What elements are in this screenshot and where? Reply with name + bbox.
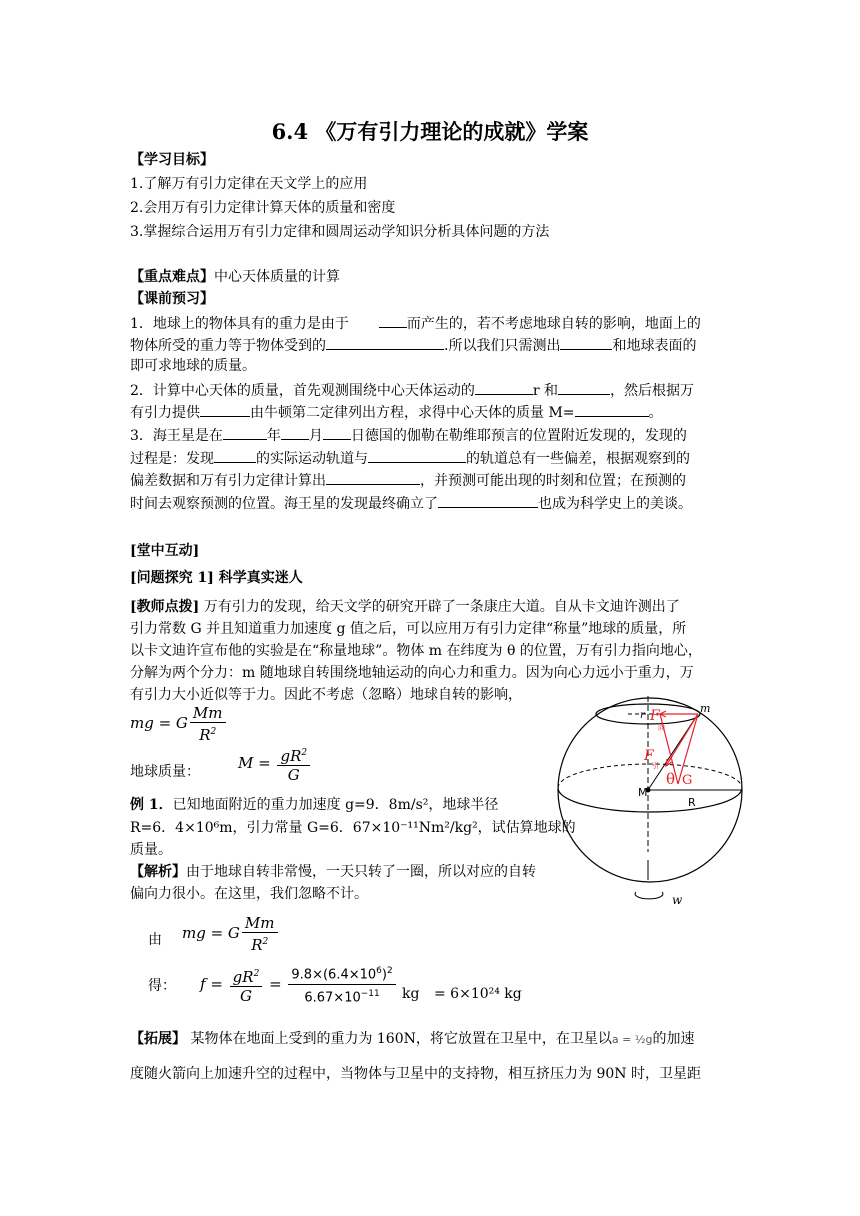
unit-kg: kg xyxy=(402,986,420,1002)
teacher-line: 以卡文迪许宣布他的实验是在“称量地球”。物体 m 在纬度为 θ 的位置，万有引力指向地心， xyxy=(130,643,702,659)
earth-mass-label: 地球质量： xyxy=(130,764,200,780)
goals-heading: 【学习目标】 xyxy=(130,152,214,168)
label-theta: θ xyxy=(666,770,676,788)
accel-formula: a = ½g xyxy=(611,1033,653,1046)
example-line: 质量。 xyxy=(130,842,172,858)
preview-q2-line1: 2．计算中心天体的质量，首先观测围绕中心天体运动的 r 和 ，然后根据万 xyxy=(130,380,694,401)
label-f-yin: F xyxy=(644,748,654,764)
label-f-xiang: F xyxy=(650,708,660,724)
goal-item: 1.了解万有引力定律在天文学上的应用 xyxy=(130,176,368,192)
preview-q1-line3: 即可求地球的质量。 xyxy=(130,358,256,374)
label-f-yin-sub: 引 xyxy=(652,762,659,770)
preview-q2-line2: 有引力提供 由牛顿第二定律列出方程，求得中心天体的质量 M= 。 xyxy=(130,402,663,423)
teacher-line: 引力常数 G 并且知道重力加速度 g 值之后，可以应用万有引力定律“称量”地球的质量，所 xyxy=(130,621,687,637)
page-title: 6.4 《万有引力理论的成就》学案 xyxy=(271,119,589,144)
preview-q3-line4: 时间去观察预测的位置。海王星的发现最终确立了 也成为科学史上的美谈。 xyxy=(130,493,692,514)
teacher-line: 分解为两个分力：m 随地球自转围绕地轴运动的向心力和重力。因为向心力远小于重力，万 xyxy=(130,665,694,681)
teacher-line: 有引力大小近似等于力。因此不考虑（忽略）地球自转的影响， xyxy=(130,687,522,703)
equator-back xyxy=(558,764,742,788)
preview-q3-line2: 过程是：发现 的实际运动轨道与 的轨道总有一些偏差，根据观察到的 xyxy=(130,448,690,469)
label-m: m xyxy=(700,702,711,715)
formula-result: f = $\frac{gR^2}{G}$ = $\frac{9.8\times(6.4\times 10^6)^2}{6.67\times 10^{-11}}$ xyxy=(200,962,398,1008)
label-r: r xyxy=(640,710,645,721)
analysis-line: 偏向力很小。在这里，我们忽略不计。 xyxy=(130,886,368,902)
problem-heading: [问题探究 1] 科学真实迷人 xyxy=(130,570,303,586)
label-f-xiang-sub: 向 xyxy=(658,724,665,732)
label-M: M xyxy=(638,786,648,799)
analysis-line: 【解析】由于地球自转非常慢，一天只转了一圈，所以对应的自转 xyxy=(130,864,536,880)
formula-gravity-2: mg = G $\frac{Mm}{R^2}$ xyxy=(182,914,280,954)
example-line: R=6．4×10⁶m，引力常量 G=6．67×10⁻¹¹Nm²/kg²，试估算地球的 xyxy=(130,820,576,836)
extension-line2: 度随火箭向上加速升空的过程中，当物体与卫星中的支持物，相互挤压力为 90N 时，卫星距 xyxy=(130,1066,701,1082)
result-value: = 6×10²⁴ kg xyxy=(434,986,522,1002)
label-G: G xyxy=(682,773,693,788)
key-points: 【重点难点】中心天体质量的计算 xyxy=(130,269,340,285)
preview-q1-line1: 1．地球上的物体具有的重力是由于 而产生的，若不考虑地球自转的影响，地面上的 xyxy=(130,313,701,334)
example-line: 例 1．已知地面附近的重力加速度 g=9．8m/s²，地球半径 xyxy=(130,797,499,813)
by-label: 由 xyxy=(148,932,162,948)
earth-diagram xyxy=(552,692,750,914)
teacher-line: [教师点拨] 万有引力的发现，给天文学的研究开辟了一条康庄大道。自从卡文迪许测出了 xyxy=(130,599,680,615)
formula-earth-mass: M = $\frac{gR^2}{G}$ xyxy=(238,744,312,784)
classroom-heading: [堂中互动] xyxy=(130,543,200,559)
label-R: R xyxy=(688,796,696,809)
goal-item: 3.掌握综合运用万有引力定律和圆周运动学知识分析具体问题的方法 xyxy=(130,224,550,240)
preview-q1-line2: 物体所受的重力等于物体受到的 .所以我们只需测出 和地球表面的 xyxy=(130,335,696,356)
rotation-arrow xyxy=(635,892,663,899)
preview-q3-line3: 偏差数据和万有引力定律计算出 ，并预测可能出现的时刻和位置；在预测的 xyxy=(130,470,686,491)
get-label: 得： xyxy=(148,978,176,994)
extension-line1: 【拓展】 某物体在地面上受到的重力为 160N，将它放置在卫星中，在卫星以a = ½g的加速 xyxy=(130,1031,695,1047)
label-w: w xyxy=(672,893,683,907)
preview-q3-line1: 3．海王星是在 年 月 日德国的伽勒在勒维耶预言的位置附近发现的，发现的 xyxy=(130,425,687,446)
equator-front xyxy=(558,788,742,812)
preview-heading: 【课前预习】 xyxy=(130,291,214,307)
goal-item: 2.会用万有引力定律计算天体的质量和密度 xyxy=(130,200,396,216)
formula-gravity: mg = G $\frac{Mm}{R^2}$ xyxy=(130,704,228,744)
